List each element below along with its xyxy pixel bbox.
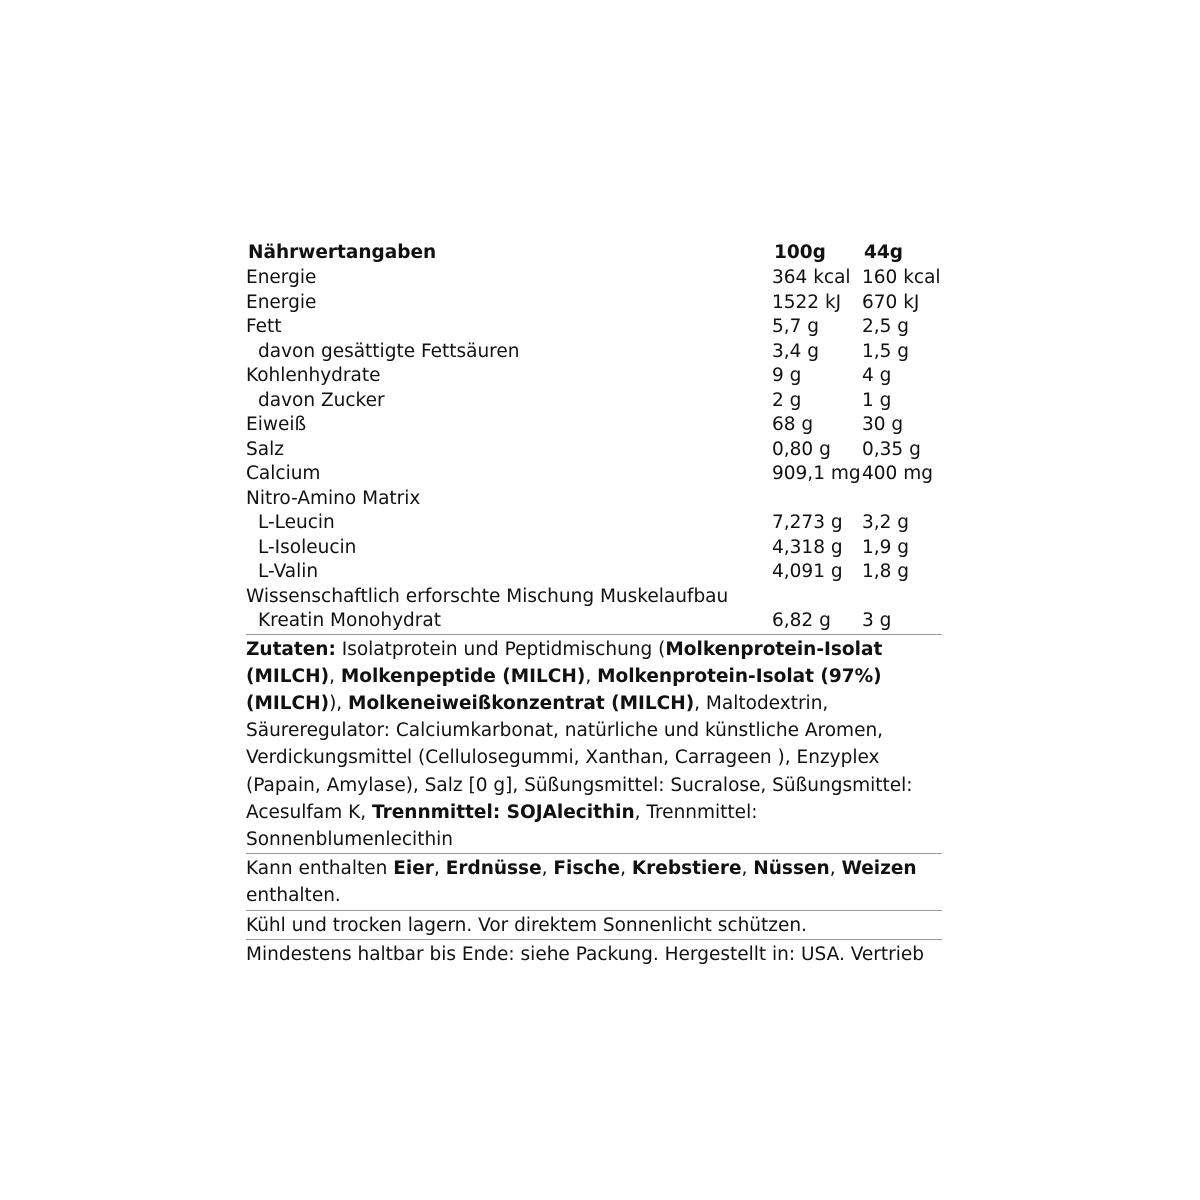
value-44g: 4 g [862,365,892,386]
nutrient-name: Salz [246,438,284,460]
value-100g: 2 g [772,389,802,411]
ingredients-text: ), [329,692,349,714]
value-100g: 7,273 g [772,512,843,533]
ingredients-paragraph [246,634,942,854]
ingredients-allergen: Molkeneiweißkonzentrat (MILCH) [348,692,695,714]
nutrient-name: L-Leucin [258,512,335,533]
ingredients-text: , [585,665,598,687]
value-100g: 0,80 g [772,438,831,460]
ingredients-text: , Maltodextrin, Säureregulator: Calciumkarbonat, natürliche und künstliche Aromen, Verdickungsmittel (Cellulosegummi, Xanthan, Carrageen ), Enzyplex (Papain, Amylase), Salz [0 g], Süßungsmittel: Sucralose, Süßungsmittel: Acesulfam K, [246,692,913,823]
value-44g: 3,2 g [862,512,910,533]
nutrient-name: Calcium [246,463,321,484]
ingredients-label: Zutaten: [246,638,336,660]
nutrition-row-l-valin [246,560,942,585]
nutrition-row-l-leucin [246,511,942,536]
header-col-100g: 100g [774,242,826,263]
ingredients-text: Isolatprotein und Peptidmischung ( [335,638,666,660]
allergen-item: Fische [553,858,621,880]
nutrient-name: Fett [246,316,282,337]
storage-instructions: Kühl und trocken lagern. Vor direktem Sonnenlicht schützen. [246,910,942,939]
nutrition-table-header [246,240,942,266]
value-100g: 4,091 g [772,561,843,582]
value-100g: 4,318 g [772,536,843,558]
nutrient-name: Nitro-Amino Matrix [246,487,421,509]
header-col-44g: 44g [864,242,903,263]
nutrient-name: davon Zucker [258,389,385,411]
allergen-item: Krebstiere [631,858,742,880]
allergen-warning [246,853,942,909]
nutrition-row-energy-kcal [246,266,942,291]
nutrition-row-kreatin [246,609,942,634]
ingredients-allergen: Molkenprotein-Isolat (MILCH) [246,638,883,687]
allergen-text: Kann enthalten [246,858,394,880]
value-44g: 2,5 g [862,316,910,337]
nutrient-name: L-Valin [258,561,319,582]
nutrition-row-nitro-amino-matrix [246,487,942,512]
header-title: Nährwertangaben [248,242,437,263]
nutrition-row-energy-kj [246,291,942,316]
value-100g: 5,7 g [772,316,820,337]
nutrient-name: L-Isoleucin [258,536,357,558]
nutrition-row-protein [246,413,942,438]
nutrient-name: davon gesättigte Fettsäuren [258,340,520,362]
best-before-text: Mindestens haltbar bis Ende: siehe Packung. Hergestellt in: USA. Vertrieb [246,939,942,968]
nutrition-row-fat [246,315,942,340]
value-100g: 1522 kJ [772,291,842,313]
value-44g: 670 kJ [862,291,920,313]
value-100g: 9 g [772,365,802,386]
allergen-text: , [741,858,754,880]
allergen-text: , [620,858,632,880]
nutrition-row-sugar [246,389,942,414]
allergen-text: , [433,858,446,880]
value-44g: 0,35 g [862,438,921,460]
value-100g: 364 kcal [772,267,851,288]
nutrient-name: Energie [246,267,317,288]
value-100g: 3,4 g [772,340,820,362]
ingredients-allergen: Molkenpeptide (MILCH) [340,665,586,687]
nutrition-row-salt [246,438,942,463]
allergen-item: Eier [393,858,434,880]
allergen-text: , [541,858,554,880]
value-44g: 400 mg [862,463,933,484]
value-44g: 1,8 g [862,561,910,582]
allergen-item: Erdnüsse [445,858,542,880]
nutrition-row-carbohydrates [246,364,942,389]
nutrient-name: Eiweiß [246,414,307,435]
nutrition-table [246,240,942,634]
ingredients-text: , Trennmittel: Sonnenblumenlecithin [246,801,758,850]
value-44g: 160 kcal [862,267,941,288]
value-44g: 30 g [862,414,904,435]
value-100g: 909,1 mg [772,463,861,484]
nutrition-row-l-isoleucin [246,536,942,561]
value-44g: 1,5 g [862,340,910,362]
nutrient-name: Kohlenhydrate [246,365,381,386]
nutrition-label [246,240,942,968]
ingredients-allergen: Molkenprotein-Isolat (97%) (MILCH) [246,665,882,714]
ingredients-allergen: Trennmittel: SOJAlecithin [372,801,635,823]
allergen-item: Nüssen [753,858,830,880]
allergen-text: , [829,858,842,880]
nutrient-name: Kreatin Monohydrat [258,610,441,631]
value-44g: 1 g [862,389,892,411]
value-44g: 3 g [862,610,892,631]
value-44g: 1,9 g [862,536,910,558]
nutrient-name: Energie [246,291,317,313]
nutrition-row-blend-muskelaufbau [246,585,942,610]
value-100g: 68 g [772,414,814,435]
ingredients-text: , [329,665,341,687]
nutrition-row-saturated-fat [246,340,942,365]
nutrition-row-calcium [246,462,942,487]
allergen-item: Weizen [841,858,917,880]
nutrient-name: Wissenschaftlich erforschte Mischung Muskelaufbau [246,585,729,607]
value-100g: 6,82 g [772,610,831,631]
allergen-text: enthalten. [246,885,341,907]
